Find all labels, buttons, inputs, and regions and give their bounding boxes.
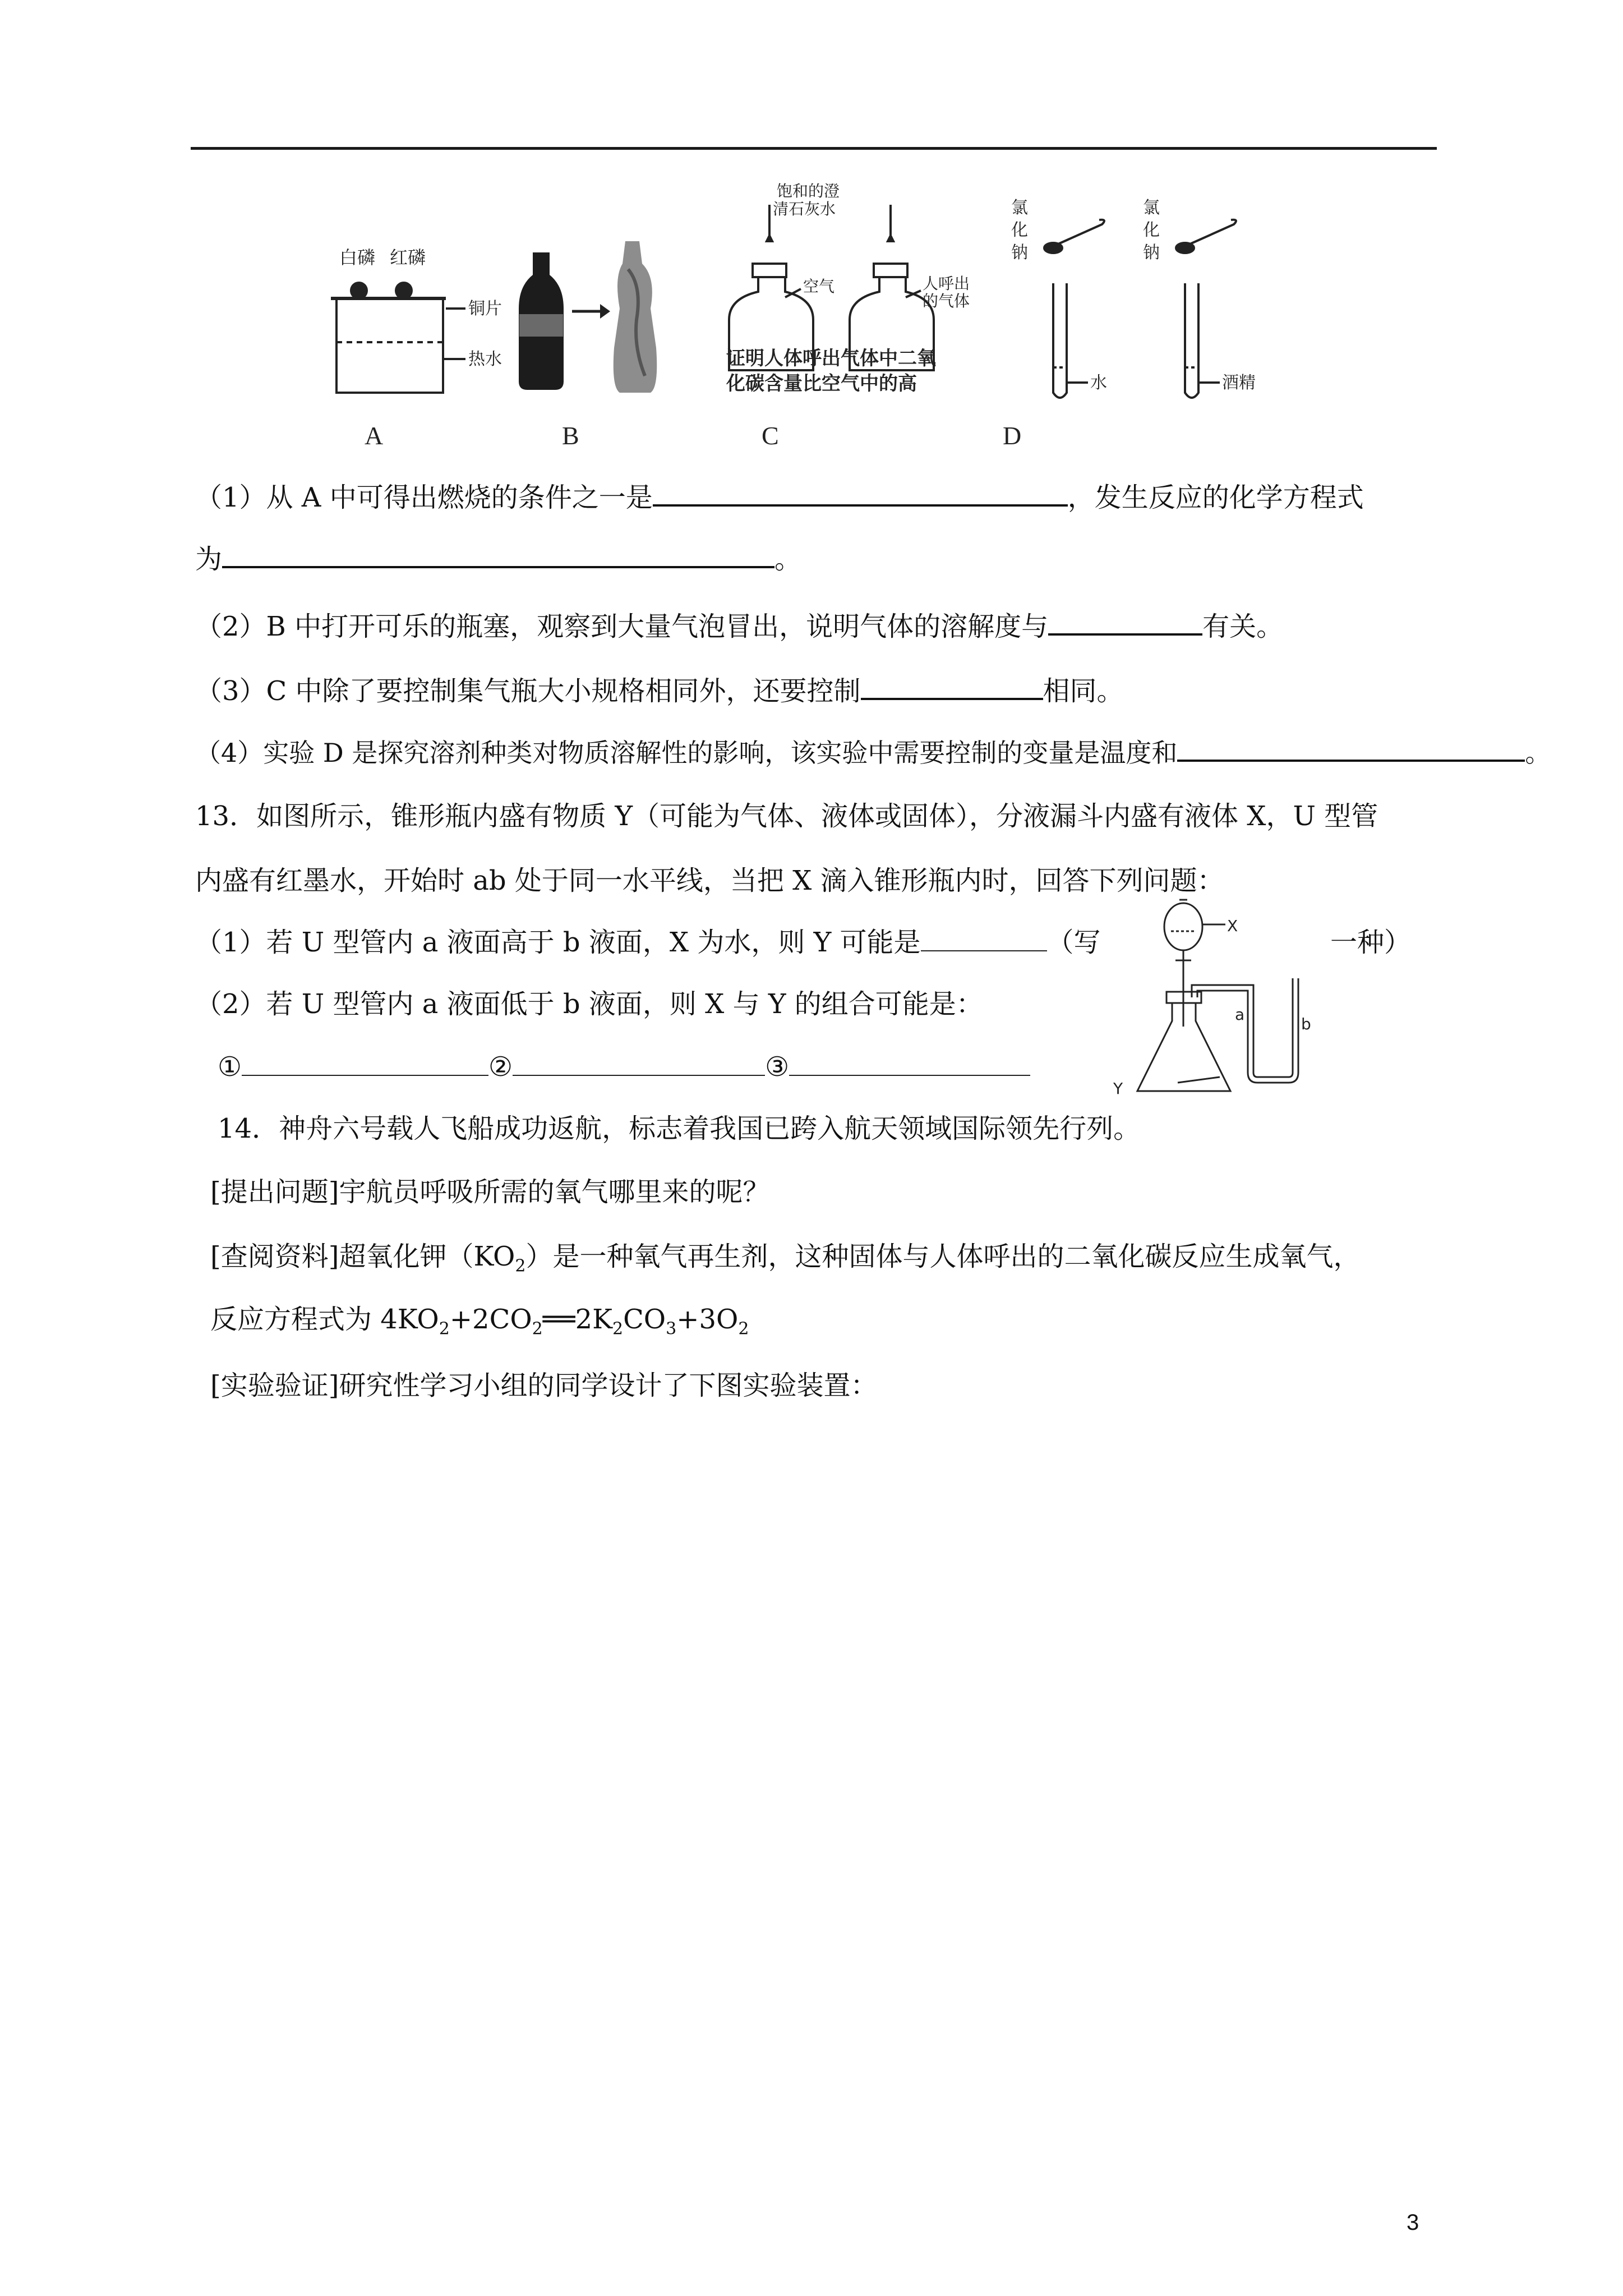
label-nacl-2b: 化 — [1143, 220, 1160, 240]
figure-b-cola-bottles — [519, 241, 657, 393]
q12-p2-blank[interactable] — [1048, 609, 1202, 636]
q12-p3-prompt: （3）C 中除了要控制集气瓶大小规格相同外，还要控制 — [195, 675, 861, 707]
q12-p1-prompt: （1）从 A 中可得出燃烧的条件之一是 — [195, 482, 653, 513]
q12-p3-blank[interactable] — [861, 673, 1043, 700]
label-alcohol: 酒精 — [1222, 373, 1256, 393]
fig13-label-a: a — [1235, 1005, 1245, 1024]
equation-subscript: 2 — [439, 1319, 450, 1339]
caption-c: C — [762, 421, 779, 450]
q12-p4-blank[interactable] — [1177, 735, 1525, 762]
header-rule — [191, 147, 1437, 150]
label-limewater-1: 饱和的澄 — [777, 182, 840, 200]
page-number: 3 — [1407, 2210, 1419, 2235]
equation-subscript: 3 — [666, 1319, 677, 1339]
caption-b: B — [562, 421, 579, 450]
label-exhaled-1: 人呼出 — [923, 274, 970, 293]
equation-subscript: 2 — [532, 1319, 543, 1339]
label-exhaled-2: 的气体 — [923, 292, 970, 310]
q12-p1-blank-condition[interactable] — [653, 480, 1068, 507]
q12-part1-line1 — [195, 480, 1364, 514]
q13-blank-2[interactable] — [513, 1050, 765, 1076]
equation-term: +3O — [676, 1304, 739, 1335]
caption-a: A — [365, 421, 384, 450]
q14-ref-prefix: [查阅资料]超氧化钾（KO — [210, 1241, 515, 1272]
q12-p1-line2-prefix: 为 — [195, 544, 223, 575]
q12-p2-suffix: 有关。 — [1202, 611, 1284, 642]
label-nacl-2c: 钠 — [1143, 243, 1160, 263]
caption-c-line1: 证明人体呼出气体中二氧 — [726, 347, 936, 370]
label-nacl-2a: 氯 — [1143, 198, 1160, 218]
label-nacl-1c: 钠 — [1011, 243, 1028, 263]
q13-p1-blank[interactable] — [921, 926, 1047, 951]
q13-p1-prompt: （1）若 U 型管内 a 液面高于 b 液面，X 为水，则 Y 可能是 — [195, 927, 921, 958]
equation-subscript: 2 — [738, 1319, 749, 1339]
caption-c-line2: 化碳含量比空气中的高 — [726, 372, 917, 395]
q12-part3 — [195, 673, 1124, 708]
equation-subscript: 2 — [612, 1319, 624, 1339]
figure-c-gas-jars — [726, 182, 970, 395]
equation-term: 4KO — [380, 1304, 439, 1335]
q13-blank-1[interactable] — [242, 1050, 488, 1076]
figure-d-test-tubes — [1011, 198, 1256, 398]
q12-part4 — [195, 735, 1551, 770]
label-nacl-1a: 氯 — [1011, 198, 1028, 218]
q13-part2-answers — [218, 1050, 1030, 1084]
q14-ref-sub: 2 — [515, 1256, 526, 1276]
q12-p4-suffix: 。 — [1525, 738, 1551, 768]
q12-p4-prompt: （4）实验 D 是探究溶剂种类对物质溶解性的影响，该实验中需要控制的变量是温度和 — [195, 738, 1178, 768]
q13-p1-tail: 一种） — [1330, 927, 1412, 958]
label-white-phosphorus: 白磷 — [339, 247, 376, 268]
q13-stem-line2: 内盛有红墨水，开始时 ab 处于同一水平线，当把 X 滴入锥形瓶内时，回答下列问题： — [195, 865, 1224, 896]
label-nacl-1b: 化 — [1011, 220, 1028, 240]
q13-stem-line1: 13．如图所示，锥形瓶内盛有物质 Y（可能为气体、液体或固体），分液漏斗内盛有液体 X，U 型管 — [195, 800, 1378, 832]
q14-reference-line — [210, 1240, 1361, 1283]
equation-term: CO — [623, 1304, 666, 1335]
q13-p1-suffix: （写 — [1046, 927, 1101, 958]
label-air: 空气 — [803, 277, 835, 296]
q13-mark-2: ② — [488, 1051, 513, 1083]
label-hot-water: 热水 — [468, 349, 502, 369]
q12-p1-line2-suffix: 。 — [774, 544, 802, 575]
q12-p2-prompt: （2）B 中打开可乐的瓶塞，观察到大量气泡冒出，说明气体的溶解度与 — [195, 611, 1049, 642]
q13-apparatus-figure — [1110, 892, 1346, 1105]
q12-p1-suffix: ，发生反应的化学方程式 — [1067, 482, 1364, 513]
q13-blank-3[interactable] — [789, 1050, 1030, 1076]
q14-eq-prefix: 反应方程式为 — [210, 1304, 381, 1335]
q13-part2: （2）若 U 型管内 a 液面低于 b 液面，则 X 与 Y 的组合可能是： — [195, 988, 983, 1020]
q13-mark-1: ① — [218, 1051, 242, 1083]
label-copper-sheet: 铜片 — [468, 299, 502, 319]
label-red-phosphorus: 红磷 — [390, 247, 426, 268]
q14-equation-line — [210, 1303, 749, 1346]
q14-ref-suffix: ）是一种氧气再生剂，这种固体与人体呼出的二氧化碳反应生成氧气， — [525, 1241, 1361, 1272]
label-water: 水 — [1090, 373, 1107, 393]
label-limewater-2: 清石灰水 — [773, 200, 836, 218]
fig13-label-y: Y — [1113, 1079, 1123, 1098]
q12-p1-blank-equation[interactable] — [222, 541, 774, 568]
caption-d: D — [1003, 421, 1022, 450]
q14-stem: 14．神舟六号载人飞船成功返航，标志着我国已跨入航天领域国际领先行列。 — [218, 1113, 1141, 1144]
reaction-equation — [380, 1304, 749, 1339]
q13-mark-3: ③ — [765, 1051, 790, 1083]
q14-experiment-verify: [实验验证]研究性学习小组的同学设计了下图实验装置： — [210, 1370, 878, 1401]
fig13-label-b: b — [1301, 1015, 1311, 1033]
equation-term: +2CO — [449, 1304, 532, 1335]
q12-p3-suffix: 相同。 — [1043, 675, 1124, 707]
q14-propose-question: [提出问题]宇航员呼吸所需的氧气哪里来的呢？ — [210, 1176, 770, 1208]
q12-part1-line2 — [195, 541, 801, 576]
q12-part2 — [195, 609, 1283, 643]
q13-part1 — [195, 926, 1101, 959]
experiment-figure-top — [314, 180, 1380, 460]
fig13-label-x: X — [1227, 917, 1238, 935]
equation-term: ══2K — [542, 1304, 612, 1335]
figure-a-beaker — [331, 247, 502, 393]
